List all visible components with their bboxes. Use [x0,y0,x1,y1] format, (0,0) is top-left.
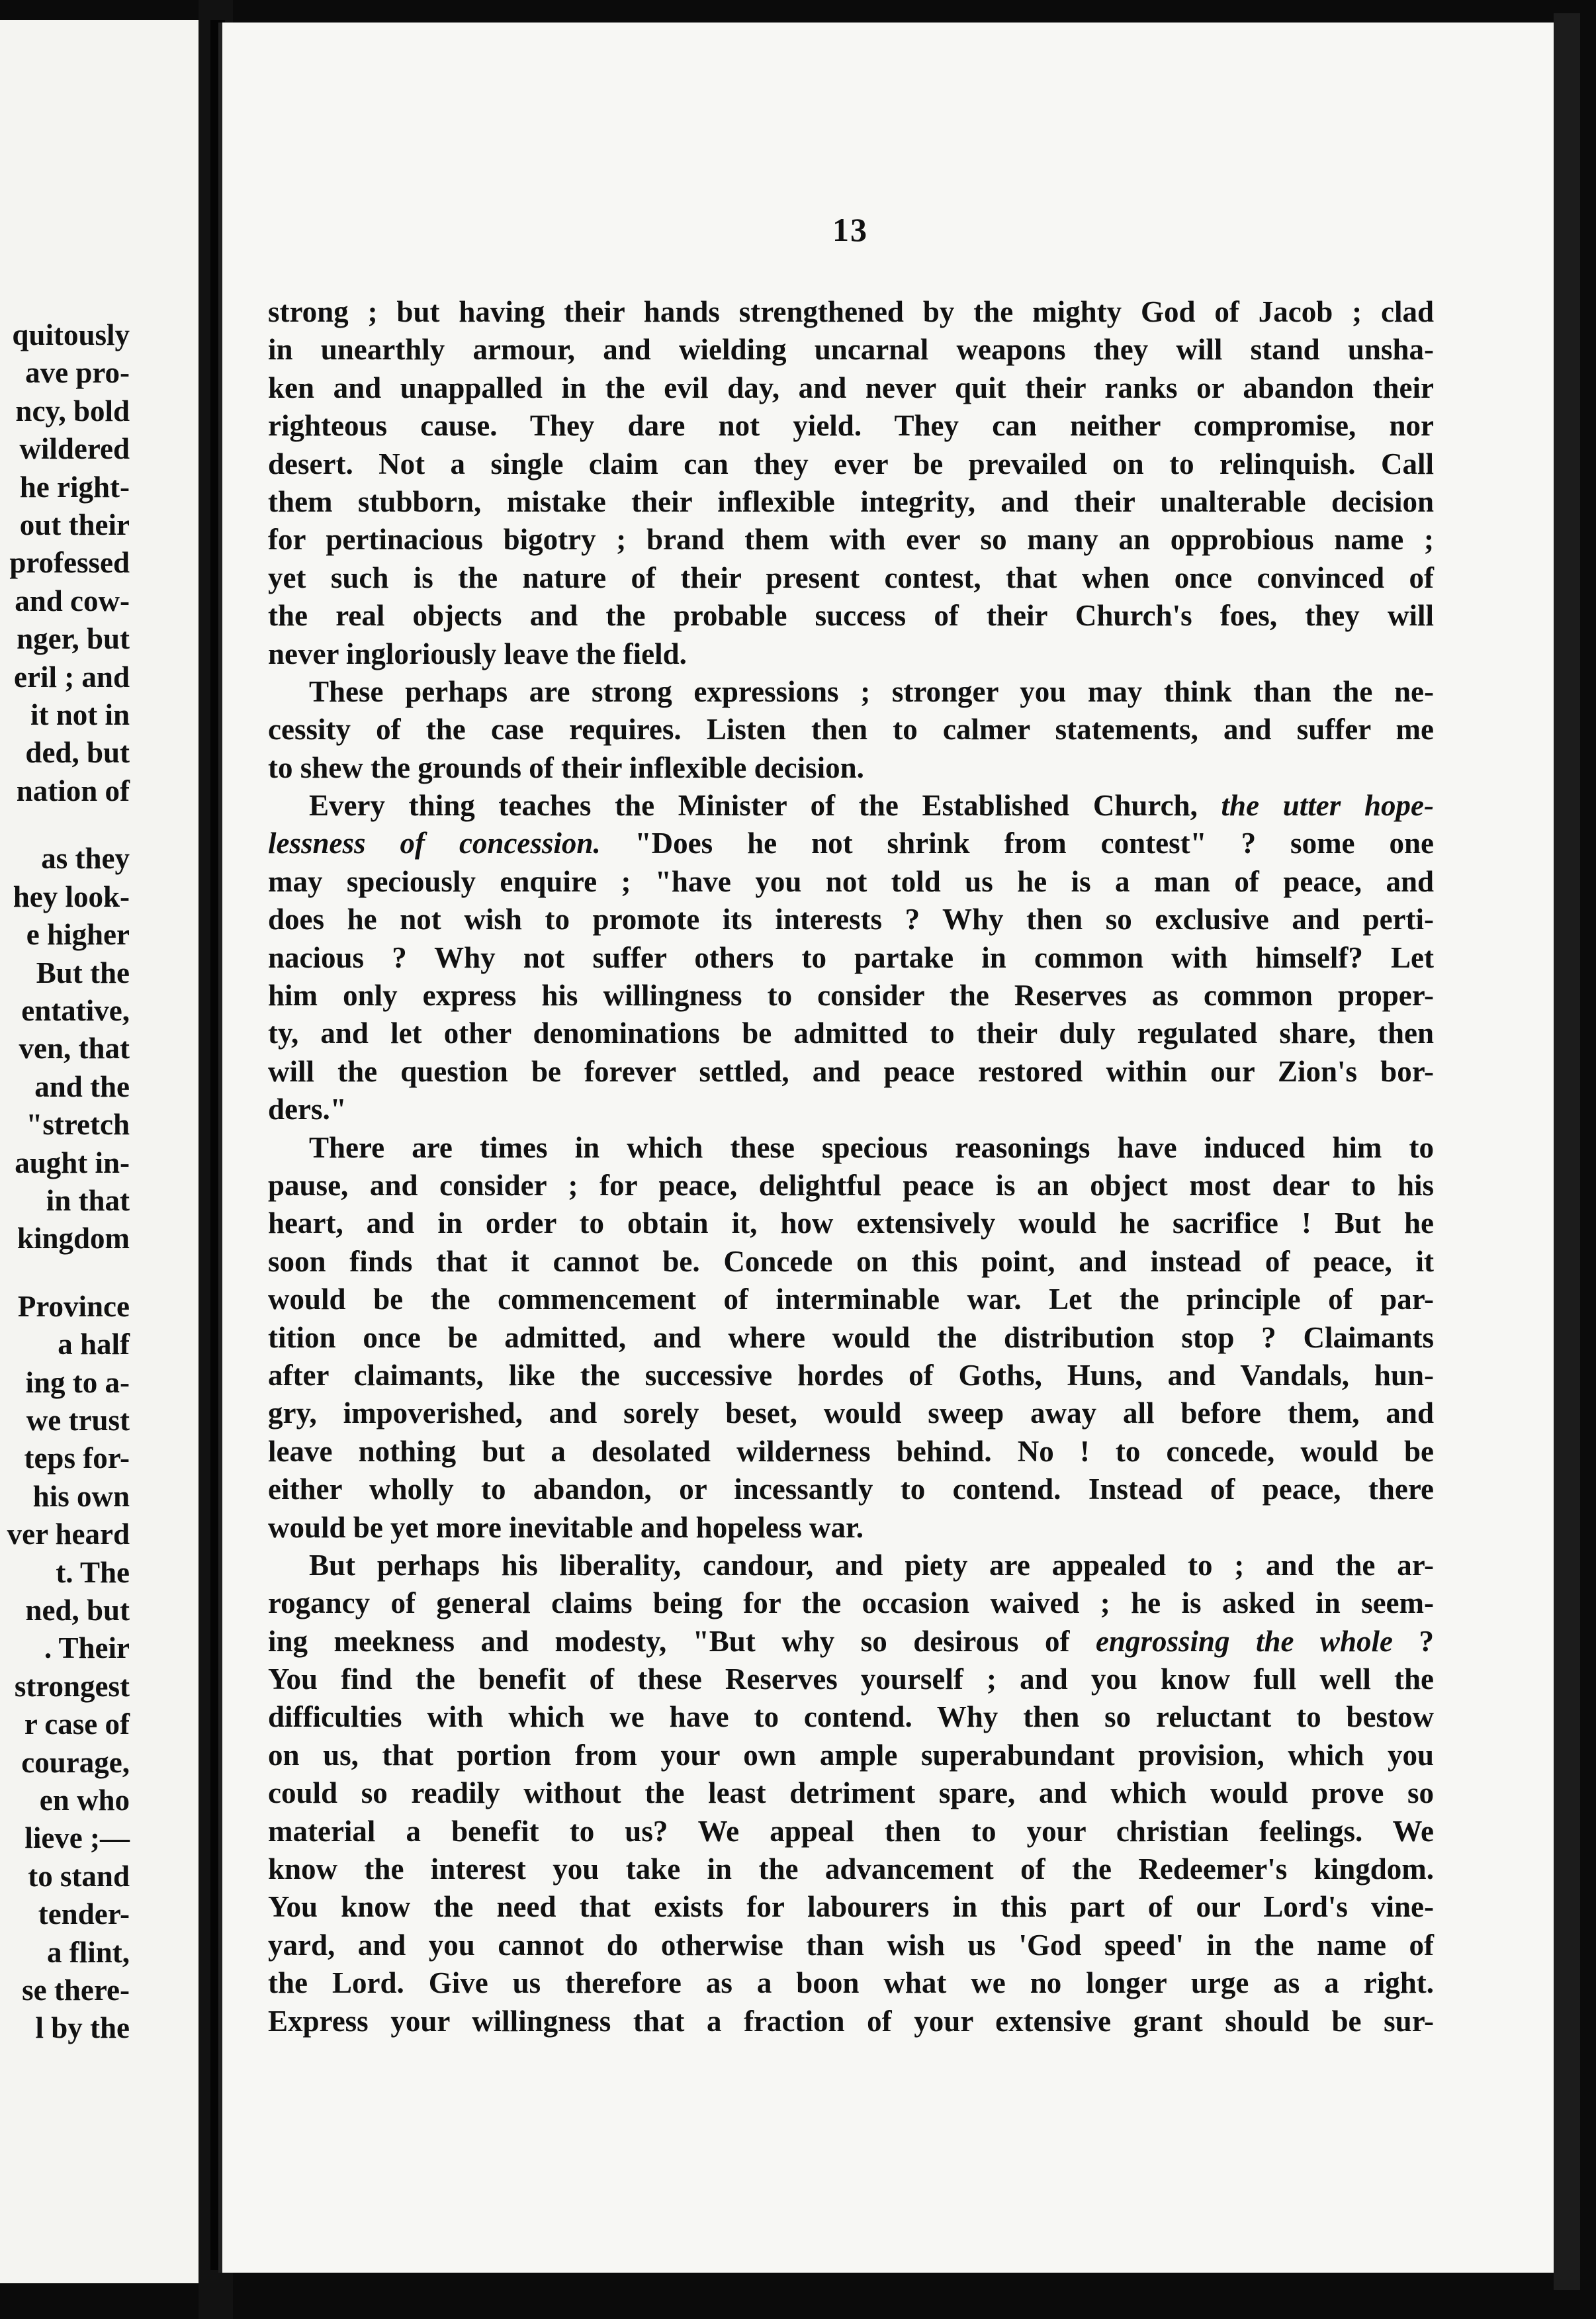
left-page-line: r case of [24,1707,130,1741]
left-page-line: . Their [44,1631,130,1665]
text-line: These perhaps are strong expressions ; stronger you may think than the ne- [309,674,1434,708]
left-page-line: entative, [21,993,130,1027]
text-line: ty, and let other denominations be admitted to their duly regulated share, then [268,1017,1434,1050]
left-page-line: Province [17,1289,130,1323]
text-line: righteous cause. They dare not yield. They can neither compromise, nor [268,409,1434,443]
text-line: nacious ? Why not suffer others to partake in common with himself? Let [268,940,1434,974]
left-page-line: we trust [26,1403,130,1437]
left-page-line: lieve ;— [24,1821,130,1855]
text-line: the Lord. Give us therefore as a boon what we no longer urge as a right. [268,1966,1434,2000]
left-page-line: eril ; and [14,660,130,694]
text-line: may speciously enquire ; "have you not told us he is a man of peace, and [268,864,1434,898]
left-page-line: and cow- [15,584,130,617]
text-line: know the interest you take in the advancement of the Redeemer's kingdom. [268,1852,1434,1886]
italic-phrase: the utter hope- [1221,789,1434,823]
text-line: does he not wish to promote its interests ? Why then so exclusive and perti- [268,903,1434,936]
page-number: 13 [832,211,868,248]
left-page-line: But the [36,956,130,989]
text-line: leave nothing but a desolated wilderness behind. No ! to concede, would be [268,1434,1434,1468]
text-line: pause, and consider ; for peace, delightful peace is an object most dear to his [268,1168,1434,1202]
text-line: ken and unappalled in the evil day, and never quit their ranks or abandon their [268,371,1434,404]
left-page-line: nation of [16,774,130,807]
text-line: never ingloriously leave the field. [268,637,687,670]
text-line: But perhaps his liberality, candour, and piety are appealed to ; and the ar- [309,1548,1434,1582]
left-page-line: t. The [56,1555,130,1589]
left-page-line: his own [32,1479,130,1513]
text-line: You know the need that exists for labourers in this part of our Lord's vine- [268,1890,1434,1924]
left-page-line: ded, but [25,736,130,770]
left-page-line: tender- [38,1897,130,1931]
left-page-line: kingdom [17,1222,130,1255]
text-line: ing meekness and modesty, "But why so desirous of engrossing the whole ? [268,1624,1435,1658]
left-page-fragment [0,20,199,2283]
left-page-line: as they [41,842,130,876]
left-page-line: ncy, bold [15,394,130,428]
left-page-line: teps for- [24,1441,130,1475]
left-page-line: and the [34,1069,130,1103]
left-page-line: a half [58,1328,130,1361]
text-line: the real objects and the probable success of their Church's foes, they will [268,599,1434,633]
text-line: for pertinacious bigotry ; brand them with ever so many an opprobious name ; [268,523,1434,557]
left-page-line: nger, but [17,622,130,656]
italic-phrase: lessness of concession. [268,827,601,860]
left-page-line: ven, that [19,1032,130,1066]
left-page-line: se there- [22,1974,130,2007]
paragraph-gap [0,1258,130,1288]
text-line: to shew the grounds of their inflexible decision. [268,750,864,784]
text-line: him only express his willingness to consider the Reserves as common proper- [268,979,1434,1013]
text-line: yet such is the nature of their present contest, that when once convinced of [268,561,1434,594]
left-page-line: a flint, [46,1935,130,1969]
text-line: in unearthly armour, and wielding uncarnal weapons they will stand unsha- [268,333,1434,367]
left-page-line: wildered [19,432,130,466]
left-page-line: he right- [19,470,130,504]
page-edge [1554,13,1580,2290]
left-page-line: ing to a- [25,1365,130,1399]
text-line: desert. Not a single claim can they ever be prevailed on to relinquish. Call [268,447,1434,480]
text-line: yard, and you cannot do otherwise than wish us 'God speed' in the name of [268,1928,1434,1962]
left-page-line: ave pro- [25,356,130,390]
left-page-line: out their [19,508,130,542]
text-line: tition once be admitted, and where would the distribution stop ? Claimants [268,1320,1434,1354]
text-line: either wholly to abandon, or incessantly to contend. Instead of peace, there [268,1473,1434,1506]
text-line: could so readily without the least detriment spare, and which would prove so [268,1776,1434,1810]
left-page-line: courage, [21,1745,130,1779]
text-line: strong ; but having their hands strengthened by the mighty God of Jacob ; clad [268,295,1434,328]
left-page-line: "stretch [26,1108,130,1142]
text-line: heart, and in order to obtain it, how extensively would he sacrifice ! But he [268,1206,1434,1240]
text-line: on us, that portion from your own ample superabundant provision, which you [268,1738,1434,1772]
text-line: would be yet more inevitable and hopeless war. [268,1510,864,1544]
left-page-line: professed [9,546,130,580]
left-page-line: it not in [30,698,130,732]
text-line: cessity of the case requires. Listen then to calmer statements, and suffer me [268,713,1434,747]
text-line: material a benefit to us? We appeal then to your christian feelings. We [268,1814,1434,1848]
left-page-line: en who [39,1784,130,1817]
text-line: rogancy of general claims being for the occasion waived ; he is asked in seem- [268,1586,1434,1620]
text-line: will the question be forever settled, and peace restored within our Zion's bor- [268,1054,1434,1088]
left-page-line: quitously [12,318,130,351]
text-line: There are times in which these specious reasonings have induced him to [309,1130,1434,1164]
text-line: Every thing teaches the Minister of the Established Church, the utter hope- [309,789,1434,823]
left-page-line: l by the [35,2011,130,2045]
left-page-line: ver heard [7,1518,130,1551]
text-line: after claimants, like the successive hordes of Goths, Huns, and Vandals, hun- [268,1358,1434,1392]
text-line: them stubborn, mistake their inflexible integrity, and their unalterable decision [268,484,1434,518]
left-page-line: aught in- [15,1146,130,1179]
left-page-line: in that [46,1183,130,1217]
left-page-line: hey look- [13,880,130,913]
text-line: soon finds that it cannot be. Concede on this point, and instead of peace, it [268,1244,1434,1278]
left-page-line: to stand [28,1859,130,1893]
left-page-line: e higher [26,918,130,952]
paragraph-gap [0,810,130,840]
text-line: ders." [268,1093,347,1126]
italic-phrase: engrossing the whole [1095,1624,1394,1658]
text-line: gry, impoverished, and sorely beset, would sweep away all before them, and [268,1396,1434,1430]
page-body-text [268,293,1434,2040]
left-page-text-column [0,316,130,2048]
text-line: would be the commencement of interminable war. Let the principle of par- [268,1283,1434,1316]
text-line: You find the benefit of these Reserves yourself ; and you know full well the [268,1662,1434,1696]
text-line: Express your willingness that a fraction of your extensive grant should be sur- [268,2004,1434,2038]
left-page-line: strongest [14,1669,130,1703]
left-page-line: ned, but [25,1594,130,1627]
text-line: lessness of concession. "Does he not shrink from contest" ? some one [268,827,1434,860]
text-line: difficulties with which we have to contend. Why then so reluctant to bestow [268,1700,1434,1734]
